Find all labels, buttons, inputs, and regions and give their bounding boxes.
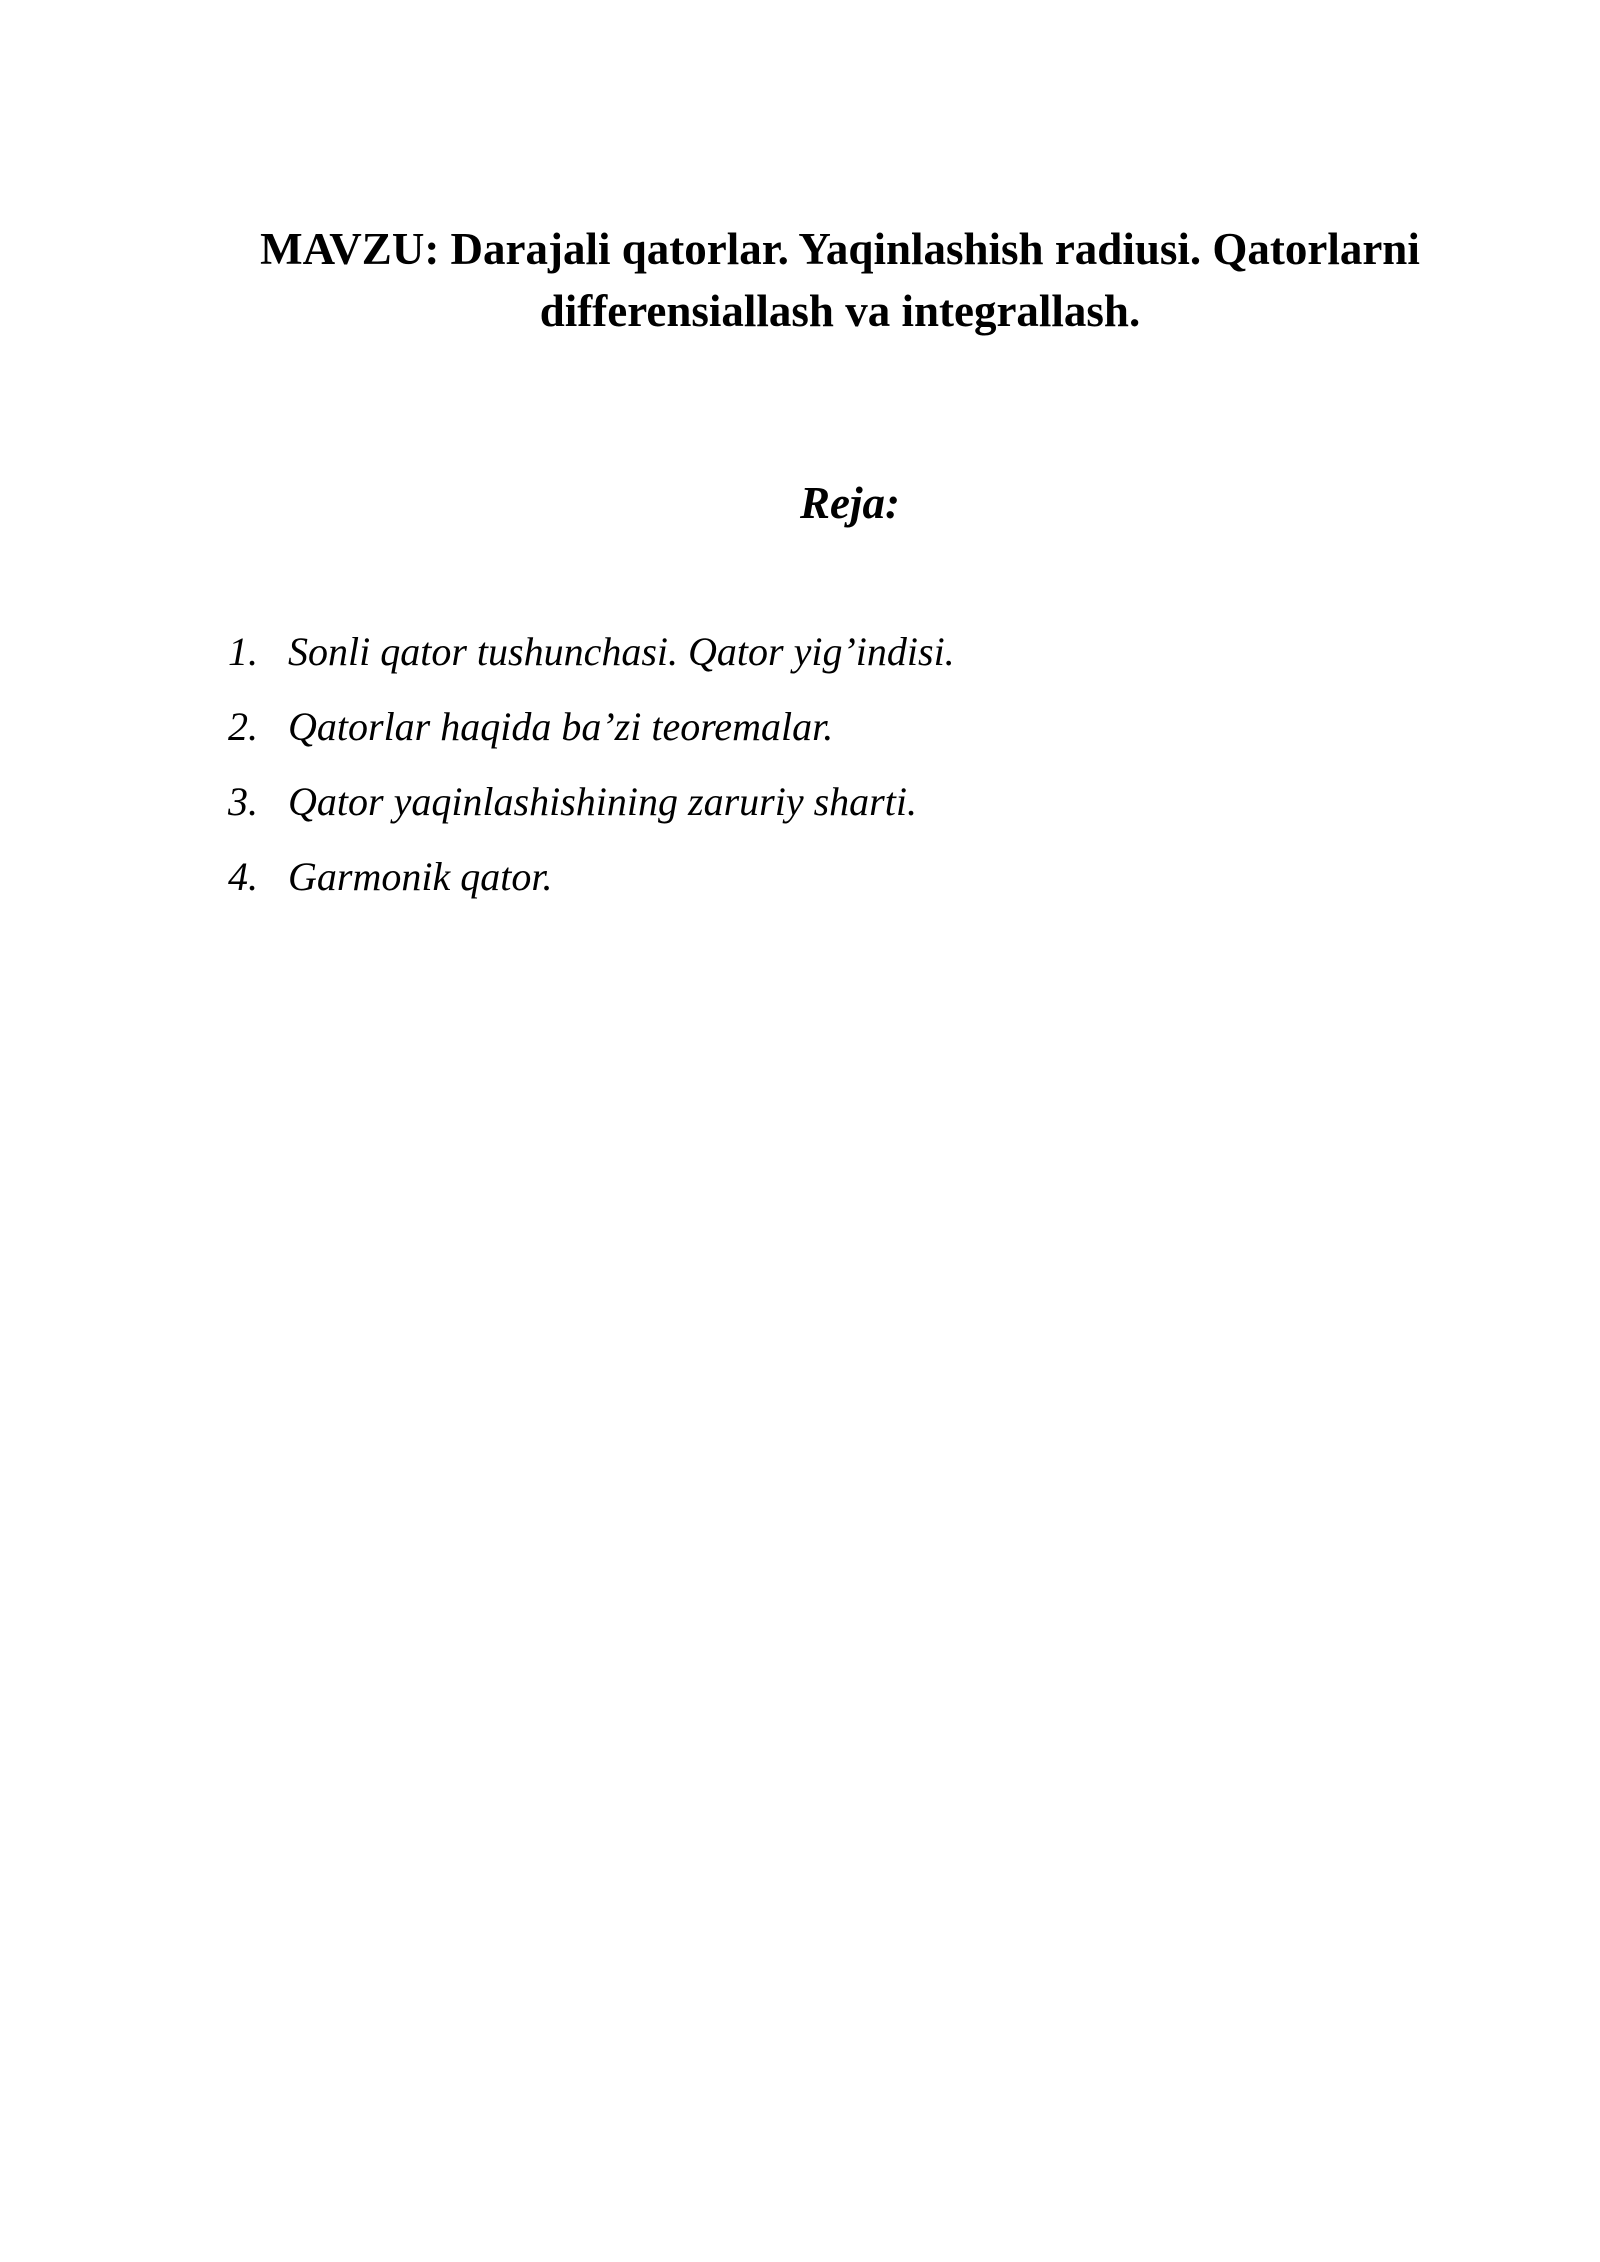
plan-item-text: Qatorlar haqida ba’zi teoremalar. [288,704,834,749]
document-title: MAVZU: Darajali qatorlar. Yaqinlashish radiusi. Qatorlarni differensiallash va integrallash. [260,224,1420,336]
plan-item [228,699,955,774]
plan-item-text: Sonli qator tushunchasi. Qator yig’indisi. [288,629,955,674]
plan-item [228,849,955,924]
plan-item-number: 2. [228,704,258,749]
plan-item [228,774,955,849]
plan-item [228,624,955,699]
plan-item-number: 4. [228,854,258,899]
plan-heading: Reja: [800,478,900,528]
plan-list [228,624,955,924]
plan-item-number: 3. [228,779,258,824]
plan-item-text: Qator yaqinlashishining zaruriy sharti. [288,779,917,824]
plan-item-text: Garmonik qator. [288,854,553,899]
plan-item-number: 1. [228,629,258,674]
